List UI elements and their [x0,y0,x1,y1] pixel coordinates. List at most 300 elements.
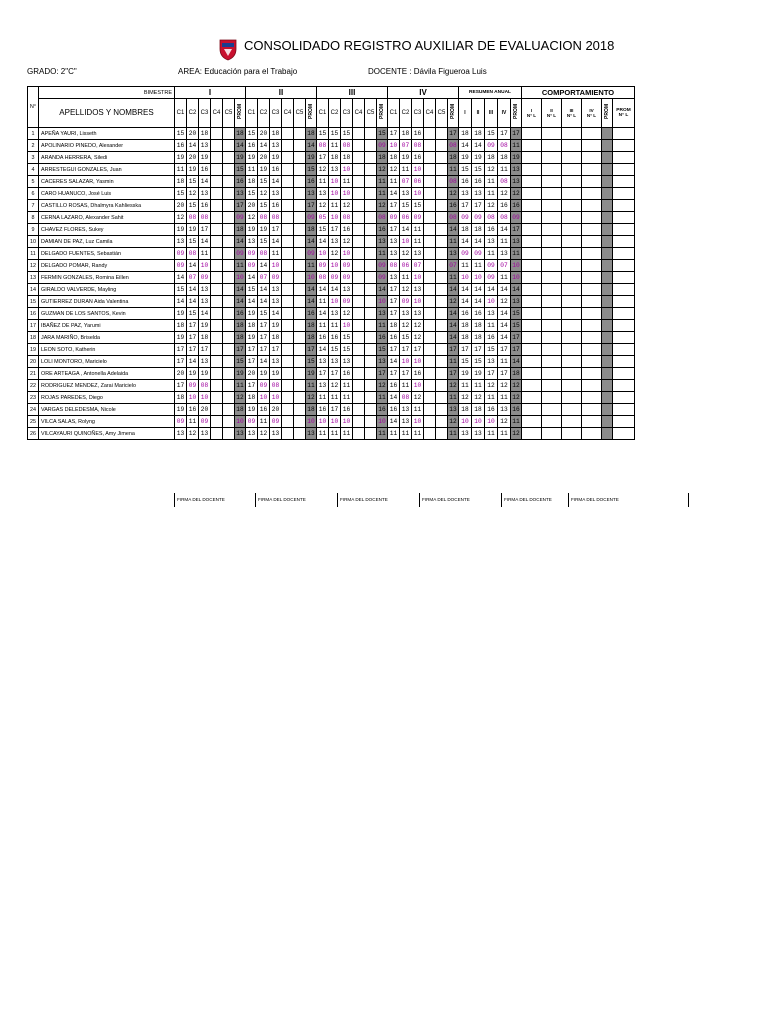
grade-cell-empty [365,236,377,248]
resumen-prom-cell: 14 [511,356,522,368]
grade-cell-empty [211,320,223,332]
grade-cell: 15 [341,128,353,140]
resumen-prom-cell: 10 [511,260,522,272]
grade-cell-empty [294,356,306,368]
grade-cell-empty [424,236,436,248]
grade-cell-empty [353,212,365,224]
grade-cell: 19 [258,164,270,176]
resumen-cell: 17 [459,344,472,356]
grade-cell: 10 [329,260,341,272]
prom-cell: 15 [377,128,388,140]
row-number: 25 [28,416,39,428]
comportamiento-cell [582,236,602,248]
grade-cell: 13 [400,188,412,200]
resumen-cell: 08 [498,212,511,224]
grade-cell-empty [353,128,365,140]
grade-cell: 11 [270,248,282,260]
signature-divider [255,493,256,507]
prom-cell: 08 [448,176,459,188]
resumen-prom-cell: 17 [511,332,522,344]
comportamiento-cell [542,248,562,260]
subcol-header: C4 [353,99,365,128]
prom-cell: 12 [377,380,388,392]
prom-nl-cell [613,176,635,188]
comportamiento-cell [562,236,582,248]
grade-cell: 20 [175,368,187,380]
comportamiento-cell [582,164,602,176]
grade-cell: 15 [317,128,329,140]
prom-cell: 10 [306,272,317,284]
comportamiento-cell [582,188,602,200]
comportamiento-cell [562,332,582,344]
table-header [28,87,635,128]
grade-cell-empty [436,380,448,392]
resumen-cell: 16 [459,308,472,320]
grade-cell: 17 [175,380,187,392]
comportamiento-cell [582,200,602,212]
grade-cell: 10 [317,248,329,260]
grade-cell: 15 [258,176,270,188]
prom-cell: 10 [377,296,388,308]
prom-nl-cell [613,428,635,440]
grade-cell: 11 [317,320,329,332]
prom-cell: 18 [306,224,317,236]
grade-cell-empty [365,260,377,272]
grade-cell: 12 [412,320,424,332]
grade-cell: 20 [258,152,270,164]
comportamiento-cell [522,392,542,404]
grade-cell-empty [282,164,294,176]
comportamiento-cell [582,308,602,320]
prom-cell: 11 [306,380,317,392]
comportamiento-prom-cell [602,128,613,140]
student-name: IBAÑEZ DE PAZ, Yarumi [39,320,175,332]
grade-cell-empty [424,128,436,140]
grade-cell-empty [436,152,448,164]
resumen-cell: 14 [459,284,472,296]
table-row [28,152,635,164]
student-name: LEON SOTO, Katherin [39,344,175,356]
comportamiento-prom-cell [602,404,613,416]
resumen-prom-cell: 16 [511,200,522,212]
prom-header-text: PROM [379,103,385,119]
grade-cell-empty [294,212,306,224]
grade-cell: 12 [412,332,424,344]
resumen-cell: 14 [485,284,498,296]
student-name: CACERES SALAZAR, Yasmin [39,176,175,188]
grade-cell: 14 [175,296,187,308]
grade-cell: 19 [175,332,187,344]
prom-cell: 14 [448,320,459,332]
prom-cell: 07 [448,260,459,272]
grade-cell: 18 [199,128,211,140]
comportamiento-cell [542,332,562,344]
grade-cell-empty [436,224,448,236]
resumen-cell: 18 [472,332,485,344]
prom-nl-cell [613,224,635,236]
comportamiento-cell [562,428,582,440]
grade-cell-empty [424,356,436,368]
prom-cell: 13 [448,248,459,260]
grade-cell-empty [353,224,365,236]
comportamiento-cell [542,176,562,188]
grade-cell: 15 [246,188,258,200]
comportamiento-cell [542,356,562,368]
grade-cell-empty [223,152,235,164]
prom-nl-cell [613,296,635,308]
grade-cell-empty [223,320,235,332]
signature-divider [501,493,502,507]
table-row [28,164,635,176]
comportamiento-prom-cell [602,380,613,392]
grade-cell: 17 [187,332,199,344]
table-row [28,320,635,332]
resumen-cell: 18 [459,320,472,332]
prom-nl-header [613,99,635,128]
comportamiento-cell [562,356,582,368]
resumen-cell: 17 [485,368,498,380]
grade-cell: 14 [388,392,400,404]
resumen-prom-cell: 11 [511,140,522,152]
grade-cell: 13 [388,248,400,260]
comp-col-sub: N° L [566,113,577,118]
subcol-header: C1 [388,99,400,128]
period-header-4: IV [388,87,459,99]
grade-cell-empty [282,404,294,416]
prom-cell: 15 [235,164,246,176]
comportamiento-cell [542,128,562,140]
subcol-header: C3 [199,99,211,128]
grade-cell: 19 [246,152,258,164]
grade-cell-empty [223,236,235,248]
comp-prom-header [602,99,613,128]
resumen-cell: 11 [498,356,511,368]
prom-cell: 13 [377,236,388,248]
resumen-cell: 13 [485,308,498,320]
comportamiento-prom-cell [602,296,613,308]
signature-divider [419,493,420,507]
grade-cell: 08 [341,212,353,224]
grade-cell: 13 [199,296,211,308]
comportamiento-cell [522,404,542,416]
student-name: DELGADO POMAR, Randy [39,260,175,272]
student-name: JARA MARIÑO, Briselda [39,332,175,344]
grade-cell-empty [365,164,377,176]
grade-cell-empty [223,140,235,152]
grade-cell: 17 [187,344,199,356]
grade-cell: 15 [329,128,341,140]
grade-cell-empty [424,416,436,428]
grade-cell: 14 [317,308,329,320]
grade-cell: 14 [270,176,282,188]
comportamiento-prom-cell [602,344,613,356]
grade-cell: 16 [341,224,353,236]
table-row [28,188,635,200]
comportamiento-prom-cell [602,212,613,224]
grade-cell-empty [211,140,223,152]
grade-cell-empty [436,392,448,404]
grade-cell: 09 [246,416,258,428]
table-body [28,128,635,440]
comportamiento-cell [582,212,602,224]
prom-header [377,99,388,128]
table-row [28,224,635,236]
resumen-prom-cell: 17 [511,224,522,236]
grade-cell: 10 [412,188,424,200]
grade-cell-empty [365,428,377,440]
grade-cell: 16 [412,128,424,140]
prom-cell: 12 [448,188,459,200]
resumen-cell: 11 [498,272,511,284]
comportamiento-cell [582,296,602,308]
prom-cell: 15 [306,164,317,176]
grade-cell: 10 [341,188,353,200]
grade-cell-empty [294,368,306,380]
grade-cell: 15 [258,200,270,212]
grade-cell-empty [211,188,223,200]
grade-cell-empty [282,284,294,296]
num-header: N° [28,87,39,128]
table-row [28,344,635,356]
resumen-cell: 18 [498,152,511,164]
grade-cell-empty [365,392,377,404]
grade-cell-empty [211,380,223,392]
prom-cell: 13 [235,428,246,440]
grade-cell: 11 [341,176,353,188]
resumen-cell: 14 [472,284,485,296]
grade-cell: 12 [317,200,329,212]
grade-cell: 10 [412,296,424,308]
resumen-cell: 11 [459,380,472,392]
prom-cell: 09 [377,140,388,152]
grade-cell: 14 [317,236,329,248]
grade-cell: 13 [199,356,211,368]
grade-cell: 10 [341,320,353,332]
prom-cell: 14 [306,284,317,296]
grade-cell: 09 [175,416,187,428]
row-number: 14 [28,284,39,296]
grade-cell: 15 [400,200,412,212]
grade-cell: 16 [412,368,424,380]
resumen-cell: 15 [472,356,485,368]
prom-nl-cell [613,416,635,428]
grade-cell-empty [223,404,235,416]
table-row [28,128,635,140]
grade-cell-empty [436,284,448,296]
grade-cell: 08 [388,260,400,272]
grade-cell: 17 [175,344,187,356]
comportamiento-cell [542,152,562,164]
comportamiento-cell [522,308,542,320]
comportamiento-cell [522,164,542,176]
grade-cell: 14 [258,284,270,296]
prom-cell: 13 [377,356,388,368]
grade-cell: 20 [187,128,199,140]
grade-cell: 13 [317,356,329,368]
grade-cell: 19 [270,152,282,164]
prom-cell: 13 [306,428,317,440]
grade-cell-empty [436,416,448,428]
prom-nl-cell [613,164,635,176]
prom-cell: 13 [448,404,459,416]
comportamiento-cell [582,140,602,152]
prom-cell: 17 [306,344,317,356]
resumen-prom-cell: 13 [511,296,522,308]
comportamiento-prom-cell [602,368,613,380]
row-number: 19 [28,344,39,356]
prom-nl-cell [613,392,635,404]
grade-cell: 15 [246,284,258,296]
grade-cell: 10 [329,212,341,224]
grade-cell: 10 [258,392,270,404]
prom-nl-cell [613,344,635,356]
resumen-cell: 12 [498,380,511,392]
grade-cell: 12 [187,188,199,200]
grade-cell: 10 [412,380,424,392]
row-number: 4 [28,164,39,176]
resumen-cell: 08 [485,212,498,224]
grade-cell: 19 [400,152,412,164]
grade-cell: 17 [258,320,270,332]
comportamiento-cell [522,224,542,236]
prom-cell: 09 [235,212,246,224]
grade-cell: 10 [199,392,211,404]
grade-cell: 13 [341,356,353,368]
grade-cell: 11 [317,428,329,440]
prom-cell: 11 [377,428,388,440]
resumen-prom-cell: 13 [511,236,522,248]
grade-cell: 17 [329,404,341,416]
comportamiento-cell [522,296,542,308]
grade-cell: 14 [258,140,270,152]
comportamiento-prom-cell [602,260,613,272]
resumen-cell: 19 [459,152,472,164]
grade-cell: 11 [400,272,412,284]
grade-cell: 13 [400,404,412,416]
comportamiento-cell [562,164,582,176]
grade-cell: 20 [246,368,258,380]
grade-cell: 15 [175,188,187,200]
grade-cell-empty [223,344,235,356]
prom-nl-cell [613,128,635,140]
grade-cell: 14 [187,356,199,368]
comportamiento-cell [522,416,542,428]
comportamiento-cell [522,368,542,380]
prom-nl-cell [613,248,635,260]
prom-cell: 18 [235,404,246,416]
resumen-prom-header [511,99,522,128]
grade-cell: 11 [341,392,353,404]
resumen-cell: 10 [485,296,498,308]
grade-cell-empty [211,164,223,176]
prom-cell: 14 [377,284,388,296]
grade-cell-empty [353,164,365,176]
resumen-cell: 09 [472,248,485,260]
table-row [28,368,635,380]
comportamiento-cell [522,284,542,296]
prom-cell: 14 [306,140,317,152]
grade-cell-empty [365,272,377,284]
grade-cell: 14 [199,236,211,248]
prom-cell: 09 [235,248,246,260]
comportamiento-cell [562,176,582,188]
grade-cell-empty [353,248,365,260]
grade-cell: 12 [175,212,187,224]
subcol-header: C1 [246,99,258,128]
grade-cell: 12 [400,284,412,296]
period-header-1: I [175,87,246,99]
subcol-header: C3 [270,99,282,128]
resumen-cell: 15 [459,356,472,368]
resumen-cell: 14 [498,224,511,236]
grade-cell: 09 [329,272,341,284]
grade-cell-empty [223,308,235,320]
comportamiento-prom-cell [602,236,613,248]
prom-cell: 08 [448,212,459,224]
comportamiento-prom-cell [602,356,613,368]
subcol-header: C2 [187,99,199,128]
grade-cell-empty [424,296,436,308]
grade-cell: 17 [400,368,412,380]
grade-cell: 10 [329,176,341,188]
grade-cell-empty [365,296,377,308]
comportamiento-cell [582,332,602,344]
prom-nl-cell [613,260,635,272]
student-name: CASTILLO ROSAS, Dhalmyra Kahliesska [39,200,175,212]
grade-cell-empty [424,248,436,260]
grade-cell: 13 [270,356,282,368]
comportamiento-cell [582,344,602,356]
grade-cell: 10 [329,296,341,308]
grade-cell: 09 [388,212,400,224]
grade-cell: 11 [329,392,341,404]
grade-cell-empty [211,176,223,188]
grade-cell: 12 [341,200,353,212]
grade-cell-empty [282,308,294,320]
grade-cell-empty [294,380,306,392]
grade-cell: 18 [175,176,187,188]
grade-cell-empty [436,272,448,284]
comp-prom-text: PROM [604,103,610,119]
row-number: 20 [28,356,39,368]
grade-cell-empty [353,152,365,164]
grade-cell: 19 [187,224,199,236]
grade-cell: 14 [329,284,341,296]
grade-cell-empty [353,236,365,248]
resumen-cell: 11 [498,164,511,176]
grade-cell-empty [353,332,365,344]
student-name: DAMIAN DE PAZ, Luz Camila [39,236,175,248]
resumen-cell: 19 [459,368,472,380]
comportamiento-cell [582,260,602,272]
grade-cell-empty [436,344,448,356]
comportamiento-prom-cell [602,428,613,440]
grade-cell: 11 [329,320,341,332]
comp-col-roman: IV [589,108,594,113]
grade-cell-empty [365,320,377,332]
comportamiento-cell [582,416,602,428]
table-row [28,260,635,272]
grade-cell: 14 [317,284,329,296]
student-name: ORE ARTEAGA , Antonella Adelaida [39,368,175,380]
grade-cell: 08 [258,248,270,260]
prom-cell: 16 [377,224,388,236]
resumen-prom-cell: 12 [511,428,522,440]
grade-cell: 19 [246,404,258,416]
grade-cell-empty [365,308,377,320]
grade-cell: 14 [187,260,199,272]
resumen-cell: 11 [485,176,498,188]
